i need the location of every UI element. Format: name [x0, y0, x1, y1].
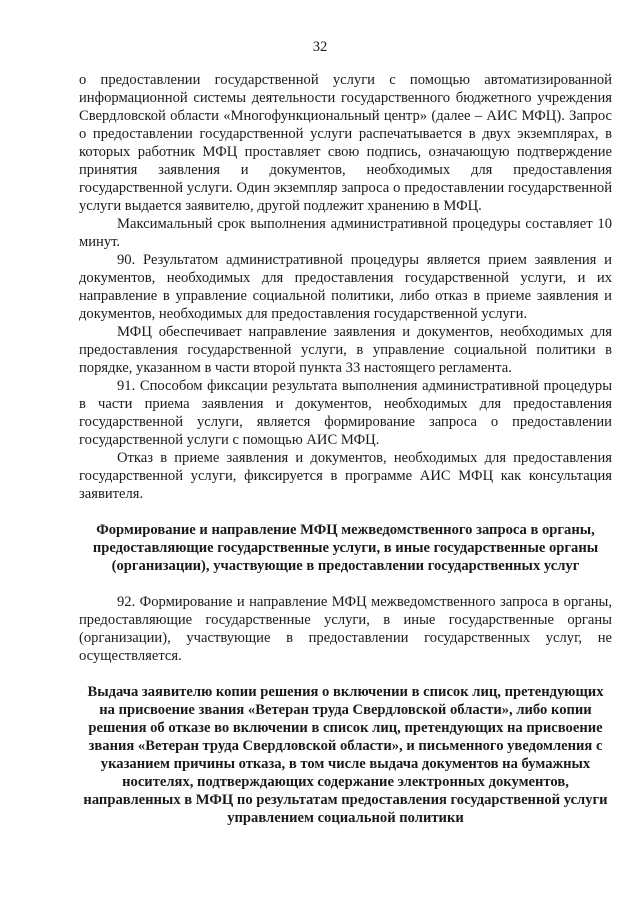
paragraph-91: 91. Способом фиксации результата выполнения административной процедуры в части приема заявления и документов, необходимых для предоставления государственной услуги, является формирование запроса о предоставлении государственной услуги с помощью АИС МФЦ.: [79, 378, 612, 448]
spacer: [79, 503, 612, 521]
spacer: [79, 665, 612, 683]
page-number: 32: [312, 39, 328, 55]
section-heading-interagency-request: Формирование и направление МФЦ межведомственного запроса в органы, предоставляющие государственные услуги, в иные государственные органы (организации), участвующие в предоставлении государственных услуг: [92, 522, 599, 574]
paragraph-92: 92. Формирование и направление МФЦ межведомственного запроса в органы, предоставляющие государственные услуги, в иные государственные органы (организации), участвующие в предоставлении государственных услуг, не осуществляется.: [79, 594, 612, 664]
document-body: [79, 71, 612, 827]
section-heading-issuance: Выдача заявителю копии решения о включении в список лиц, претендующих на присвоение звания «Ветеран труда Свердловской области», либо копии решения об отказе во включении в список лиц, претендующих на присвоение звания «Ветеран труда Свердловской области», и письменного уведомления с указанием причины отказа, в том числе выдача документов на бумажных носителях, подтверждающих содержание электронных документов, направленных в МФЦ по результатам предоставления государственной услуги управлением социальной политики: [83, 684, 608, 826]
paragraph-mfc-forwarding: МФЦ обеспечивает направление заявления и документов, необходимых для предоставления государственной услуги, в управление социальной политики в порядке, указанном в части второй пункта 33 настоящего регламента.: [79, 324, 612, 376]
spacer: [79, 575, 612, 593]
paragraph-90: 90. Результатом административной процедуры является прием заявления и документов, необходимых для предоставления государственной услуги, и их направление в управление социальной политики, либо отказ в приеме заявления и документов, необходимых для предоставления государственной услуги.: [79, 252, 612, 322]
paragraph-refusal-record: Отказ в приеме заявления и документов, необходимых для предоставления государственной услуги, фиксируется в программе АИС МФЦ как консультация заявителя.: [79, 450, 612, 502]
paragraph-continuation: о предоставлении государственной услуги с помощью автоматизированной информационной системы деятельности государственного бюджетного учреждения Свердловской области «Многофункциональный центр» (далее – АИС МФЦ). Запрос о предоставлении государственной услуги распечатывается в двух экземплярах, в которых работник МФЦ проставляет свою подпись, означающую подтверждение принятия заявления и документов, необходимых для предоставления государственной услуги. Один экземпляр запроса о предоставлении государственной услуги выдается заявителю, другой подлежит хранению в МФЦ.: [79, 72, 612, 214]
paragraph-max-time: Максимальный срок выполнения административной процедуры составляет 10 минут.: [79, 216, 612, 250]
